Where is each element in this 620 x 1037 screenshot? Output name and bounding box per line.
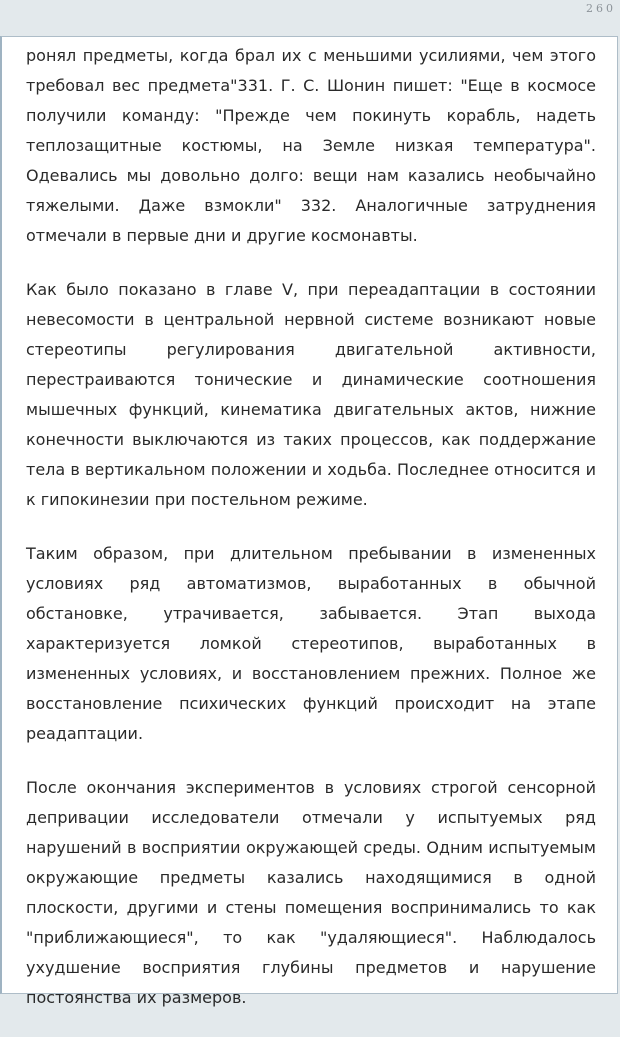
text-line: конечности выключаются из таких процессов, как поддержание	[26, 430, 596, 449]
text-line: ухудшение восприятия глубины предметов и нарушение	[26, 958, 596, 977]
text-line: мышечных функций, кинематика двигательных актов, нижние	[26, 400, 596, 419]
text-line: ронял предметы, когда брал их с меньшими усилиями, чем этого	[26, 46, 596, 65]
text-line: к гипокинезии при постельном режиме.	[26, 490, 368, 509]
paragraph-3	[26, 539, 596, 749]
text-line: отмечали в первые дни и другие космонавты.	[26, 226, 418, 245]
paragraph-2	[26, 275, 596, 515]
text-line: тела в вертикальном положении и ходьба. Последнее относится и	[26, 460, 596, 479]
text-line: измененных условиях, и восстановлением прежних. Полное же	[26, 664, 596, 683]
paragraph-1	[26, 41, 596, 251]
text-line: Таким образом, при длительном пребывании в измененных	[26, 544, 596, 563]
text-line: После окончания экспериментов в условиях строгой сенсорной	[26, 778, 596, 797]
text-line: тяжелыми. Даже взмокли" 332. Аналогичные затруднения	[26, 196, 596, 215]
text-line: нарушений в восприятии окружающей среды. Одним испытуемым	[26, 838, 596, 857]
text-line: Как было показано в главе V, при переадаптации в состоянии	[26, 280, 596, 299]
text-line: перестраиваются тонические и динамические соотношения	[26, 370, 596, 389]
text-line: плоскости, другими и стены помещения воспринимались то как	[26, 898, 596, 917]
text-line: постоянства их размеров.	[26, 988, 247, 1007]
paragraph-4	[26, 773, 596, 1013]
text-line: получили команду: "Прежде чем покинуть корабль, надеть	[26, 106, 596, 125]
text-line: восстановление психических функций происходит на этапе	[26, 694, 596, 713]
text-line: окружающие предметы казались находящимися в одной	[26, 868, 596, 887]
text-line: "приближающиеся", то как "удаляющиеся". Наблюдалось	[26, 928, 596, 947]
text-line: Одевались мы довольно долго: вещи нам казались необычайно	[26, 166, 596, 185]
text-line: теплозащитные костюмы, на Земле низкая температура".	[26, 136, 596, 155]
text-line: требовал вес предмета"331. Г. С. Шонин пишет: "Еще в космосе	[26, 76, 596, 95]
text-line: реадаптации.	[26, 724, 144, 743]
text-line: характеризуется ломкой стереотипов, выработанных в	[26, 634, 596, 653]
page-number: 260	[586, 2, 616, 15]
text-line: стереотипы регулирования двигательной активности,	[26, 340, 596, 359]
text-line: обстановке, утрачивается, забывается. Этап выхода	[26, 604, 596, 623]
text-line: невесомости в центральной нервной системе возникают новые	[26, 310, 596, 329]
text-line: депривации исследователи отмечали у испытуемых ряд	[26, 808, 596, 827]
text-body	[26, 41, 596, 1037]
text-line: условиях ряд автоматизмов, выработанных в обычной	[26, 574, 596, 593]
